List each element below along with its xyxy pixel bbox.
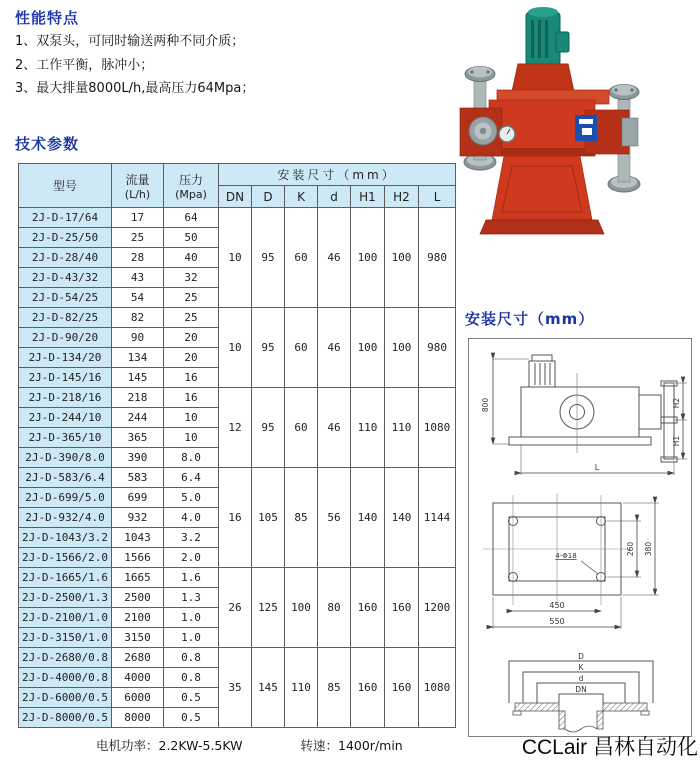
- table-row: [19, 648, 456, 668]
- flange-label-d: d: [578, 674, 584, 683]
- cell-pressure: 0.8: [164, 668, 219, 688]
- cell-dim-dn: 26: [219, 568, 252, 648]
- col-header-pressure: 压力 (Mpa): [164, 164, 219, 208]
- cell-model: 2J-D-3150/1.0: [19, 628, 112, 648]
- cell-pressure: 1.0: [164, 628, 219, 648]
- flange-label-D: D: [578, 652, 584, 661]
- cell-flow: 1043: [112, 528, 164, 548]
- cell-dim-l: 1144: [419, 468, 456, 568]
- cell-model: 2J-D-390/8.0: [19, 448, 112, 468]
- cell-dim-k: 60: [285, 208, 318, 308]
- cell-flow: 134: [112, 348, 164, 368]
- cell-model: 2J-D-8000/0.5: [19, 708, 112, 728]
- cell-pressure: 2.0: [164, 548, 219, 568]
- table-header-row-1: [19, 164, 456, 186]
- dim-label-h1: H1: [672, 435, 681, 447]
- cell-dim-d: 56: [318, 468, 351, 568]
- cell-model: 2J-D-28/40: [19, 248, 112, 268]
- feature-item: 3、最大排量8000L/h,最高压力64Mpa；: [15, 81, 255, 96]
- table-row: [19, 468, 456, 488]
- cell-dim-dn: 10: [219, 308, 252, 388]
- col-header-d: D: [252, 186, 285, 208]
- dim-label-550: 550: [549, 617, 565, 626]
- cell-model: 2J-D-43/32: [19, 268, 112, 288]
- table-row: [19, 208, 456, 228]
- cell-pressure: 20: [164, 348, 219, 368]
- cell-dim-h2: 160: [385, 648, 419, 728]
- col-header-model: 型号: [19, 164, 112, 208]
- cell-flow: 6000: [112, 688, 164, 708]
- flange-label-K: K: [578, 663, 584, 672]
- install-drawings-box: [468, 338, 692, 737]
- cell-flow: 1665: [112, 568, 164, 588]
- cell-flow: 43: [112, 268, 164, 288]
- cell-pressure: 25: [164, 288, 219, 308]
- cell-pressure: 5.0: [164, 488, 219, 508]
- cell-model: 2J-D-90/20: [19, 328, 112, 348]
- cell-flow: 17: [112, 208, 164, 228]
- base-plate-drawing: [469, 485, 691, 639]
- cell-pressure: 3.2: [164, 528, 219, 548]
- cell-flow: 244: [112, 408, 164, 428]
- cell-pressure: 1.0: [164, 608, 219, 628]
- cell-dim-h2: 100: [385, 208, 419, 308]
- table-row: [19, 568, 456, 588]
- cell-dim-d: 125: [252, 568, 285, 648]
- cell-pressure: 1.6: [164, 568, 219, 588]
- cell-dim-d: 46: [318, 308, 351, 388]
- cell-pressure: 0.8: [164, 648, 219, 668]
- col-header-install-dims: 安装尺寸（mm）: [219, 164, 456, 186]
- cell-model: 2J-D-2100/1.0: [19, 608, 112, 628]
- cell-flow: 3150: [112, 628, 164, 648]
- table-row: [19, 308, 456, 328]
- cell-pressure: 4.0: [164, 508, 219, 528]
- cell-pressure: 25: [164, 308, 219, 328]
- dim-label-260: 260: [626, 541, 635, 557]
- cell-dim-h2: 140: [385, 468, 419, 568]
- cell-pressure: 32: [164, 268, 219, 288]
- cell-dim-k: 110: [285, 648, 318, 728]
- col-header-l: L: [419, 186, 456, 208]
- pump-product-photo: [452, 2, 698, 254]
- cell-flow: 583: [112, 468, 164, 488]
- holes-label: 4-Φ18: [555, 552, 577, 560]
- install-dims-title: 安装尺寸（mm）: [465, 310, 595, 328]
- cell-flow: 2680: [112, 648, 164, 668]
- cell-dim-d: 46: [318, 208, 351, 308]
- cell-dim-l: 1080: [419, 388, 456, 468]
- cell-dim-h2: 160: [385, 568, 419, 648]
- brand-watermark: CCLair 昌林自动化: [521, 736, 698, 759]
- cell-model: 2J-D-244/10: [19, 408, 112, 428]
- cell-flow: 1566: [112, 548, 164, 568]
- cell-dim-h2: 100: [385, 308, 419, 388]
- feature-item: 1、双泵头，可同时输送两种不同介质；: [15, 34, 245, 49]
- cell-dim-d: 95: [252, 208, 285, 308]
- cell-dim-k: 60: [285, 388, 318, 468]
- cell-pressure: 0.5: [164, 688, 219, 708]
- cell-pressure: 64: [164, 208, 219, 228]
- cell-pressure: 50: [164, 228, 219, 248]
- cell-dim-h1: 110: [351, 388, 385, 468]
- cell-flow: 218: [112, 388, 164, 408]
- cell-pressure: 10: [164, 428, 219, 448]
- table-footer: [18, 736, 455, 754]
- cell-model: 2J-D-699/5.0: [19, 488, 112, 508]
- cell-model: 2J-D-17/64: [19, 208, 112, 228]
- cell-model: 2J-D-1566/2.0: [19, 548, 112, 568]
- cell-dim-d: 95: [252, 308, 285, 388]
- cell-model: 2J-D-145/16: [19, 368, 112, 388]
- motor: [526, 7, 569, 66]
- rotation-speed-label: 转速：1400r/min: [300, 738, 403, 753]
- cell-model: 2J-D-2500/1.3: [19, 588, 112, 608]
- cell-dim-d: 105: [252, 468, 285, 568]
- cell-pressure: 16: [164, 368, 219, 388]
- cell-flow: 82: [112, 308, 164, 328]
- dim-label-380: 380: [644, 541, 653, 557]
- cell-pressure: 10: [164, 408, 219, 428]
- cell-pressure: 0.5: [164, 708, 219, 728]
- cell-dim-k: 85: [285, 468, 318, 568]
- cell-dim-d: 145: [252, 648, 285, 728]
- cell-model: 2J-D-218/16: [19, 388, 112, 408]
- cell-flow: 2100: [112, 608, 164, 628]
- cell-flow: 25: [112, 228, 164, 248]
- cell-model: 2J-D-54/25: [19, 288, 112, 308]
- cell-flow: 90: [112, 328, 164, 348]
- cell-dim-l: 980: [419, 208, 456, 308]
- cell-dim-d: 85: [318, 648, 351, 728]
- col-header-dn: DN: [219, 186, 252, 208]
- col-header-h1: H1: [351, 186, 385, 208]
- cell-flow: 145: [112, 368, 164, 388]
- dim-label-L: L: [594, 463, 600, 472]
- cell-dim-dn: 12: [219, 388, 252, 468]
- cell-model: 2J-D-82/25: [19, 308, 112, 328]
- col-header-h2: H2: [385, 186, 419, 208]
- cell-dim-dn: 16: [219, 468, 252, 568]
- cell-pressure: 6.4: [164, 468, 219, 488]
- specs-table: [18, 163, 456, 728]
- cell-model: 2J-D-134/20: [19, 348, 112, 368]
- features-list: [15, 30, 254, 101]
- cell-pressure: 8.0: [164, 448, 219, 468]
- cell-dim-h1: 140: [351, 468, 385, 568]
- cell-flow: 365: [112, 428, 164, 448]
- cell-dim-d: 95: [252, 388, 285, 468]
- cell-dim-k: 60: [285, 308, 318, 388]
- cell-dim-d: 80: [318, 568, 351, 648]
- cell-dim-k: 100: [285, 568, 318, 648]
- cell-flow: 4000: [112, 668, 164, 688]
- cell-dim-h1: 160: [351, 568, 385, 648]
- cell-model: 2J-D-1665/1.6: [19, 568, 112, 588]
- side-view-drawing: [469, 345, 691, 483]
- cell-flow: 390: [112, 448, 164, 468]
- cell-dim-dn: 10: [219, 208, 252, 308]
- cell-model: 2J-D-25/50: [19, 228, 112, 248]
- cell-model: 2J-D-932/4.0: [19, 508, 112, 528]
- dim-label-450: 450: [549, 601, 565, 610]
- cell-flow: 8000: [112, 708, 164, 728]
- cell-flow: 28: [112, 248, 164, 268]
- cell-dim-l: 1200: [419, 568, 456, 648]
- cell-dim-h1: 100: [351, 208, 385, 308]
- cell-model: 2J-D-4000/0.8: [19, 668, 112, 688]
- cell-dim-h1: 100: [351, 308, 385, 388]
- tech-params-title: 技术参数: [15, 135, 80, 153]
- flange-label-DN: DN: [575, 685, 587, 694]
- feature-item: 2、工作平衡，脉冲小；: [15, 57, 154, 73]
- cell-dim-dn: 35: [219, 648, 252, 728]
- col-header-k: K: [285, 186, 318, 208]
- features-title: 性能特点: [15, 9, 80, 27]
- cell-model: 2J-D-6000/0.5: [19, 688, 112, 708]
- table-row: [19, 388, 456, 408]
- cell-flow: 54: [112, 288, 164, 308]
- cell-model: 2J-D-583/6.4: [19, 468, 112, 488]
- motor-power-label: 电机功率：2.2KW-5.5KW: [96, 738, 243, 753]
- dim-label-800: 800: [481, 397, 490, 413]
- cell-model: 2J-D-1043/3.2: [19, 528, 112, 548]
- col-header-d: d: [318, 186, 351, 208]
- cell-pressure: 1.3: [164, 588, 219, 608]
- cell-flow: 932: [112, 508, 164, 528]
- cell-pressure: 40: [164, 248, 219, 268]
- cell-dim-h1: 160: [351, 648, 385, 728]
- cell-dim-l: 1080: [419, 648, 456, 728]
- cell-pressure: 16: [164, 388, 219, 408]
- dim-label-h2: H2: [672, 397, 681, 409]
- cell-flow: 699: [112, 488, 164, 508]
- cell-model: 2J-D-2680/0.8: [19, 648, 112, 668]
- cell-model: 2J-D-365/10: [19, 428, 112, 448]
- nameplate: [575, 115, 597, 141]
- cell-dim-h2: 110: [385, 388, 419, 468]
- cell-dim-d: 46: [318, 388, 351, 468]
- cell-dim-l: 980: [419, 308, 456, 388]
- col-header-flow: 流量 (L/h): [112, 164, 164, 208]
- cell-flow: 2500: [112, 588, 164, 608]
- flange-section-drawing: [469, 641, 691, 737]
- cell-pressure: 20: [164, 328, 219, 348]
